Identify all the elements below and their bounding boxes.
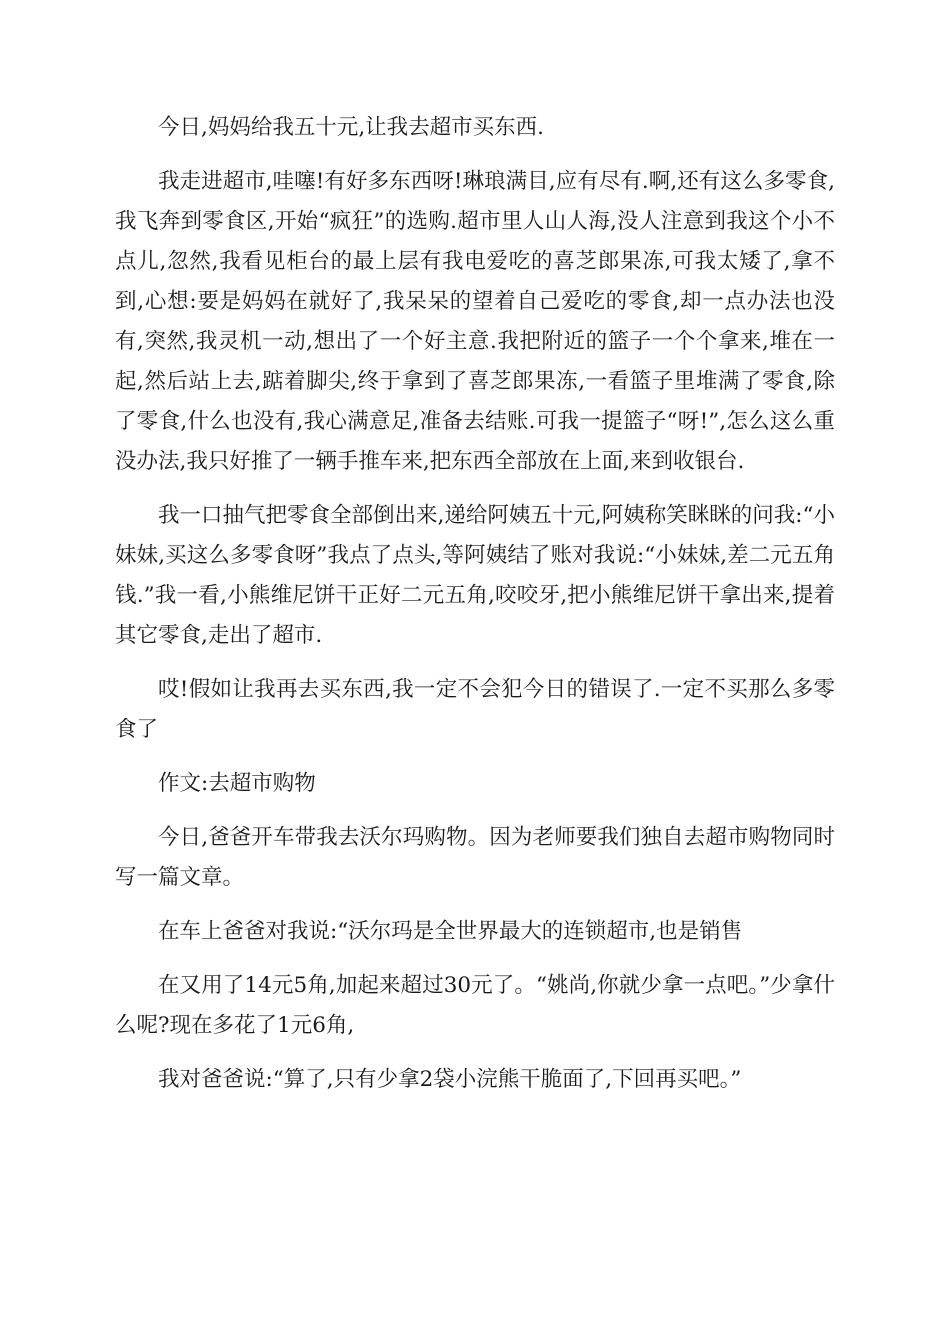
essay-title: 作文:去超市购物 <box>158 771 316 796</box>
paragraph-4: 哎!假如让我再去买东西,我一定不会犯今日的错误了.一定不买那么多零食了 <box>115 677 835 742</box>
paragraph-8: 我对爸爸说:“算了,只有少拿2袋小浣熊干脆面了,下回再买吧。” <box>158 1067 742 1092</box>
paragraph-7: 在又用了14元5角,加起来超过30元了。“姚尚,你就少拿一点吧。”少拿什么呢?现在多花了1元6角, <box>115 973 835 1038</box>
paragraph-1: 今日,妈妈给我五十元,让我去超市买东西. <box>158 115 545 140</box>
document-body <box>115 108 835 1114</box>
paragraph-5: 今日,爸爸开车带我去沃尔玛购物。因为老师要我们独自去超市购物同时写一篇文章。 <box>115 825 835 890</box>
paragraph-2: 我走进超市,哇噻!有好多东西呀!琳琅满目,应有尽有.啊,还有这么多零食,我飞奔到零食区,开始“疯狂”的选购.超市里人山人海,没人注意到我这个小不点儿,忽然,我看见柜台的最上层有我电爱吃的喜芝郎果冻,可我太矮了,拿不到,心想:要是妈妈在就好了,我呆呆的望着自己爱吃的零食,却一点办法也没有,突然,我灵机一动,想出了一个好主意.我把附近的篮子一个个拿来,堆在一起,然后站上去,踮着脚尖,终于拿到了喜芝郎果冻,一看篮子里堆满了零食,除了零食,什么也没有,我心满意足,准备去结账.可我一提篮子“呀!”,怎么这么重没办法,我只好推了一辆手推车来,把东西全部放在上面,来到收银台. <box>115 169 835 474</box>
paragraph-3: 我一口抽气把零食全部倒出来,递给阿姨五十元,阿姨称笑眯眯的问我:“小妹妹,买这么多零食呀”我点了点头,等阿姨结了账对我说:“小妹妹,差二元五角钱.”我一看,小熊维尼饼干正好二元五角,咬咬牙,把小熊维尼饼干拿出来,提着其它零食,走出了超市. <box>115 503 835 648</box>
paragraph-6: 在车上爸爸对我说:“沃尔玛是全世界最大的连锁超市,也是销售 <box>158 919 743 944</box>
